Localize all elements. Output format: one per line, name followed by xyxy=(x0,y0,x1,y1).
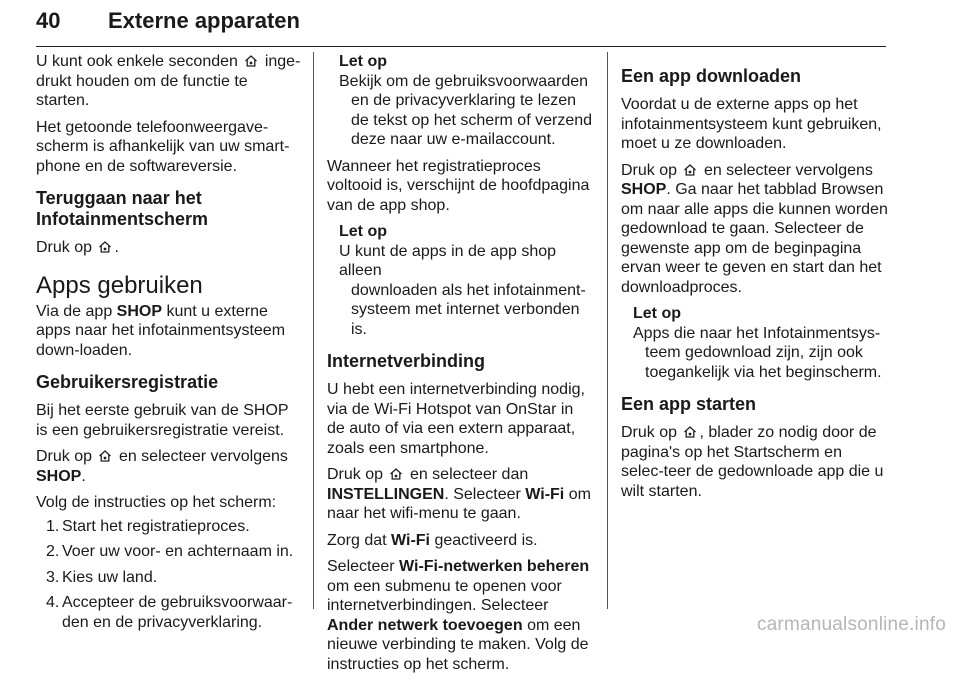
page-title: Externe apparaten xyxy=(108,8,300,33)
column-1 xyxy=(36,52,302,638)
steps-list xyxy=(36,517,302,633)
header-rule xyxy=(36,46,886,47)
paragraph: U kunt ook enkele seconden inge- drukt houden om de functie te starten. xyxy=(36,53,301,109)
paragraph: Bij het eerste gebruik van de SHOP is een gebruikersregistratie vereist. xyxy=(36,402,289,439)
heading-download: Een app downloaden xyxy=(621,66,802,86)
page-header xyxy=(36,4,886,46)
column-divider-1 xyxy=(313,52,314,609)
list-item: 1. Start het registratieproces. xyxy=(46,517,250,535)
paragraph: Druk op en selecteer vervolgens SHOP. Ga naar het tabblad Browsen om naar alle apps die kunnen worden gedownload te gaan. Selecteer de gewenste app om de beginpagina ervan weer te geven en start dan het downloadproces. xyxy=(621,161,888,296)
heading-return: Teruggaan naar het Infotainmentscherm xyxy=(36,188,209,229)
paragraph: Voordat u de externe apps op het infotainmentsysteem kunt gebruiken, moet u ze downloaden. xyxy=(621,96,882,152)
list-item: 4. Accepteer de gebruiksvoorwaar-den en de privacyverklaring. xyxy=(46,594,293,631)
column-divider-2 xyxy=(607,52,608,609)
paragraph: Druk op en selecteer dan INSTELLINGEN. Selecteer Wi-Fi om naar het wifi-menu te gaan. xyxy=(327,466,591,522)
paragraph: Druk op en selecteer vervolgens SHOP. xyxy=(36,448,288,485)
paragraph: Zorg dat Wi-Fi geactiveerd is. xyxy=(327,531,538,549)
note-box: Let op Bekijk om de gebruiksvoorwaarden en de privacyverklaring te lezen de tekst op het scherm of verzend deze naar uw e-mailaccount. xyxy=(339,53,593,148)
home-apps-icon xyxy=(98,240,112,254)
list-item: 3. Kies uw land. xyxy=(46,568,158,586)
home-apps-icon xyxy=(683,163,697,177)
paragraph: Via de app SHOP kunt u externe apps naar het infotainmentsysteem down-loaden. xyxy=(36,302,286,359)
note-box: Let op U kunt de apps in de app shop alleen downloaden als het infotainment-systeem met internet verbonden is. xyxy=(339,223,586,338)
home-apps-icon xyxy=(683,425,697,439)
paragraph: Druk op , blader zo nodig door de pagina's op het Startscherm en selec-teer de gedownloade app die u wilt starten. xyxy=(621,424,884,500)
home-apps-icon xyxy=(389,467,403,481)
watermark: carmanualsonline.info xyxy=(756,614,946,635)
heading-apps: Apps gebruiken xyxy=(36,271,203,299)
heading-internet: Internetverbinding xyxy=(327,351,486,371)
list-item: 2. Voer uw voor- en achternaam in. xyxy=(46,543,294,560)
column-3 xyxy=(621,52,889,508)
paragraph: U hebt een internetverbinding nodig, via de Wi-Fi Hotspot van OnStar in de auto of via een extern apparaat, zoals een smartphone. xyxy=(327,381,585,457)
note-box: Let op Apps die naar het Infotainmentsys- teem gedownload zijn, zijn ook toegankelijk via het beginscherm. xyxy=(633,305,882,381)
paragraph: Druk op . xyxy=(36,239,119,256)
column-2 xyxy=(327,52,595,681)
paragraph: Het getoonde telefoonweergave-scherm is afhankelijk van uw smart-phone en de softwareversie. xyxy=(36,118,290,175)
paragraph: Selecteer Wi-Fi-netwerken beheren om een submenu te openen voor internetverbindingen. Selecteer Ander netwerk toevoegen om een nieuwe verbinding te maken. Volg de instructies op het scherm. xyxy=(327,558,590,673)
heading-start: Een app starten xyxy=(621,394,757,414)
page-number: 40 xyxy=(36,8,61,33)
paragraph: Wanneer het registratieproces voltooid is, verschijnt de hoofdpagina van de app shop. xyxy=(327,157,590,214)
paragraph: Volg de instructies op het scherm: xyxy=(36,494,277,511)
home-apps-icon xyxy=(244,54,258,68)
heading-registration: Gebruikersregistratie xyxy=(36,372,219,392)
home-apps-icon xyxy=(98,449,112,463)
